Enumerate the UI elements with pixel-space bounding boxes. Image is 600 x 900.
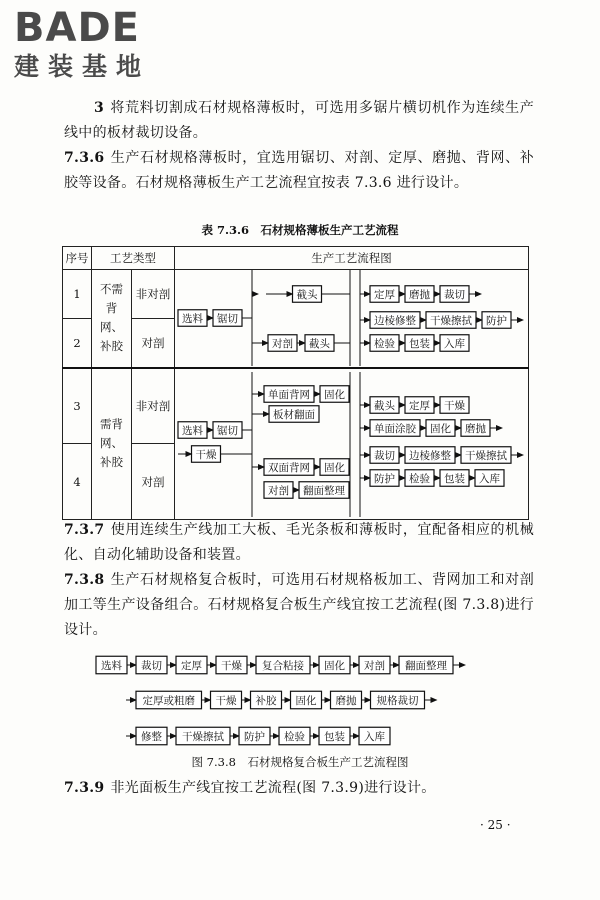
svg-text:对剖: 对剖: [364, 660, 385, 673]
svg-text:翻面整理: 翻面整理: [303, 484, 345, 497]
clause-text: 生产石材规格薄板时，宜选用锯切、对剖、定厚、磨抛、背网、补胶等设备。石材规格薄板生产工艺流程宜按表 7.3.6 进行设计。: [64, 150, 534, 191]
flow-step: [264, 386, 314, 403]
clause-number: 7.3.8: [64, 572, 105, 588]
flow-step: [291, 691, 322, 709]
flow-step: [96, 656, 127, 674]
flow-step: [405, 286, 434, 303]
svg-text:截头: 截头: [296, 288, 318, 301]
flow-step: [299, 482, 349, 499]
flow-step: [320, 459, 349, 476]
flow-step: [136, 691, 202, 709]
flow-step: [192, 446, 221, 463]
logo-brand: BADE: [14, 5, 140, 51]
logo-subtitle: 建装基地: [14, 52, 151, 81]
svg-text:裁切: 裁切: [374, 449, 395, 462]
flow-step: [371, 691, 425, 709]
split-cell: 非对剖: [132, 270, 175, 319]
flow-step: [405, 335, 434, 352]
flow-step: [461, 447, 511, 464]
split-cell: 对剖: [132, 319, 175, 368]
flow-step: [264, 482, 293, 499]
flow-step: [370, 397, 399, 414]
svg-text:固化: 固化: [324, 660, 345, 673]
svg-text:包装: 包装: [409, 337, 430, 350]
flow-step: [269, 406, 319, 423]
flow-step: [319, 727, 350, 745]
flow-step: [305, 335, 334, 352]
svg-text:规格裁切: 规格裁切: [376, 695, 419, 708]
svg-text:入库: 入库: [364, 731, 385, 744]
item-number: 3: [94, 100, 105, 116]
svg-text:选料: 选料: [101, 660, 122, 673]
flow-step: [211, 691, 242, 709]
flow-step: [176, 656, 207, 674]
svg-text:定厚: 定厚: [409, 399, 430, 412]
svg-text:入库: 入库: [444, 337, 465, 350]
clause-text: 使用连续生产线加工大板、毛光条板和薄板时，宜配备相应的机械化、自动化辅助设备和装置。: [64, 522, 534, 563]
flow-step: [370, 312, 420, 329]
split-cell: 对剖: [132, 444, 175, 520]
seq-cell: 4: [63, 444, 92, 520]
svg-text:检验: 检验: [374, 337, 395, 350]
flow-step: [482, 312, 511, 329]
flow-step: [426, 420, 455, 437]
flow-step: [213, 310, 242, 327]
flow-step: [256, 656, 310, 674]
svg-text:固化: 固化: [295, 695, 317, 708]
svg-text:对剖: 对剖: [272, 337, 293, 350]
svg-text:定厚: 定厚: [181, 660, 202, 673]
flow-step: [405, 447, 455, 464]
svg-text:板材翻面: 板材翻面: [273, 408, 315, 421]
header-flow: 生产工艺流程图: [175, 247, 529, 270]
svg-text:干燥: 干燥: [195, 448, 217, 461]
svg-text:磨抛: 磨抛: [465, 422, 486, 435]
svg-text:固化: 固化: [324, 461, 345, 474]
svg-text:干燥擦拭: 干燥擦拭: [182, 731, 224, 744]
flow-step: [440, 397, 469, 414]
figure-caption: 图 7.3.8 石材规格复合板生产工艺流程图: [191, 755, 409, 769]
flow-step: [319, 656, 350, 674]
svg-text:截头: 截头: [374, 399, 395, 412]
svg-text:防护: 防护: [244, 731, 265, 744]
svg-text:检验: 检验: [409, 472, 430, 485]
flow-step: [440, 470, 469, 487]
svg-text:防护: 防护: [486, 314, 507, 327]
svg-text:固化: 固化: [430, 422, 451, 435]
group-cell: 不需背网、补胶: [92, 270, 132, 368]
svg-text:磨抛: 磨抛: [335, 695, 357, 708]
clause-number: 7.3.7: [64, 522, 105, 538]
svg-text:干燥擦拭: 干燥擦拭: [430, 314, 472, 327]
flow-step: [251, 691, 282, 709]
svg-text:定厚: 定厚: [374, 288, 395, 301]
svg-text:边棱修整: 边棱修整: [374, 314, 416, 327]
seq-cell: 1: [63, 270, 92, 319]
seq-cell: 2: [63, 319, 92, 368]
svg-text:选料: 选料: [182, 312, 203, 325]
flow-step: [178, 310, 207, 327]
flow-step: [320, 386, 349, 403]
header-seq: 序号: [63, 247, 92, 270]
flow-step: [440, 335, 469, 352]
flow-step: [264, 459, 314, 476]
svg-text:检验: 检验: [284, 731, 305, 744]
svg-text:裁切: 裁切: [444, 288, 465, 301]
svg-text:固化: 固化: [324, 388, 345, 401]
flow-step: [475, 470, 504, 487]
svg-text:锯切: 锯切: [217, 312, 238, 325]
flow-step: [370, 447, 399, 464]
clause-text: 生产石材规格复合板时，可选用石材规格板加工、背网加工和对剖加工等生产设备组合。石材规格复合板生产线宜按工艺流程(图 7.3.8)进行设计。: [64, 572, 534, 638]
clause-number: 7.3.6: [64, 150, 105, 166]
flow-step: [370, 420, 420, 437]
svg-text:边棱修整: 边棱修整: [409, 449, 451, 462]
svg-text:防护: 防护: [374, 472, 395, 485]
page-number: · 25 ·: [480, 818, 511, 832]
flow-step: [359, 727, 390, 745]
flow-step: [268, 335, 297, 352]
clause-number: 7.3.9: [64, 780, 105, 796]
svg-text:干燥: 干燥: [444, 399, 465, 412]
svg-text:修整: 修整: [141, 731, 162, 744]
flow-step: [176, 727, 230, 745]
svg-text:补胶: 补胶: [255, 695, 277, 708]
flow-step: [440, 286, 469, 303]
flow-step: [216, 656, 247, 674]
flow-step: [370, 470, 399, 487]
flow-step: [370, 286, 399, 303]
svg-text:选料: 选料: [182, 424, 203, 437]
svg-text:磨抛: 磨抛: [409, 288, 430, 301]
svg-text:裁切: 裁切: [141, 660, 162, 673]
flow-step: [426, 312, 476, 329]
svg-text:单面涂胶: 单面涂胶: [374, 422, 416, 435]
flow-step: [405, 397, 434, 414]
svg-text:复合粘接: 复合粘接: [262, 660, 304, 673]
svg-text:截头: 截头: [309, 337, 330, 350]
flow-step: [461, 420, 490, 437]
flow-step: [370, 335, 399, 352]
seq-cell: 3: [63, 368, 92, 444]
flow-step: [405, 470, 434, 487]
svg-text:干燥: 干燥: [221, 660, 242, 673]
split-cell: 非对剖: [132, 368, 175, 444]
svg-text:定厚或粗磨: 定厚或粗磨: [142, 695, 195, 708]
svg-text:双面背网: 双面背网: [268, 461, 310, 474]
svg-text:干燥: 干燥: [215, 695, 237, 708]
flow-step: [331, 691, 362, 709]
clause-text: 非光面板生产线宜按工艺流程(图 7.3.9)进行设计。: [110, 780, 436, 796]
table-title: 表 7.3.6 石材规格薄板生产工艺流程: [201, 223, 399, 237]
flow-step: [359, 656, 390, 674]
svg-text:包装: 包装: [444, 472, 465, 485]
flow-step: [136, 656, 167, 674]
group-cell: 需背网、补胶: [92, 368, 132, 520]
svg-text:入库: 入库: [479, 472, 500, 485]
svg-text:包装: 包装: [324, 731, 345, 744]
flow-step: [178, 422, 207, 439]
flow-step: [136, 727, 167, 745]
svg-text:干燥擦拭: 干燥擦拭: [465, 449, 507, 462]
flow-step: [399, 656, 453, 674]
svg-text:翻面整理: 翻面整理: [405, 660, 447, 673]
svg-text:对剖: 对剖: [268, 484, 289, 497]
flow-step: [213, 422, 242, 439]
header-type: 工艺类型: [92, 247, 175, 270]
flow-step: [279, 727, 310, 745]
svg-text:锯切: 锯切: [217, 424, 238, 437]
flow-step: [239, 727, 270, 745]
svg-text:单面背网: 单面背网: [268, 388, 310, 401]
paragraph-text: 将荒料切割成石材规格薄板时，可选用多锯片横切机作为连续生产线中的板材裁切设备。: [64, 100, 534, 141]
flow-step: [293, 286, 322, 303]
